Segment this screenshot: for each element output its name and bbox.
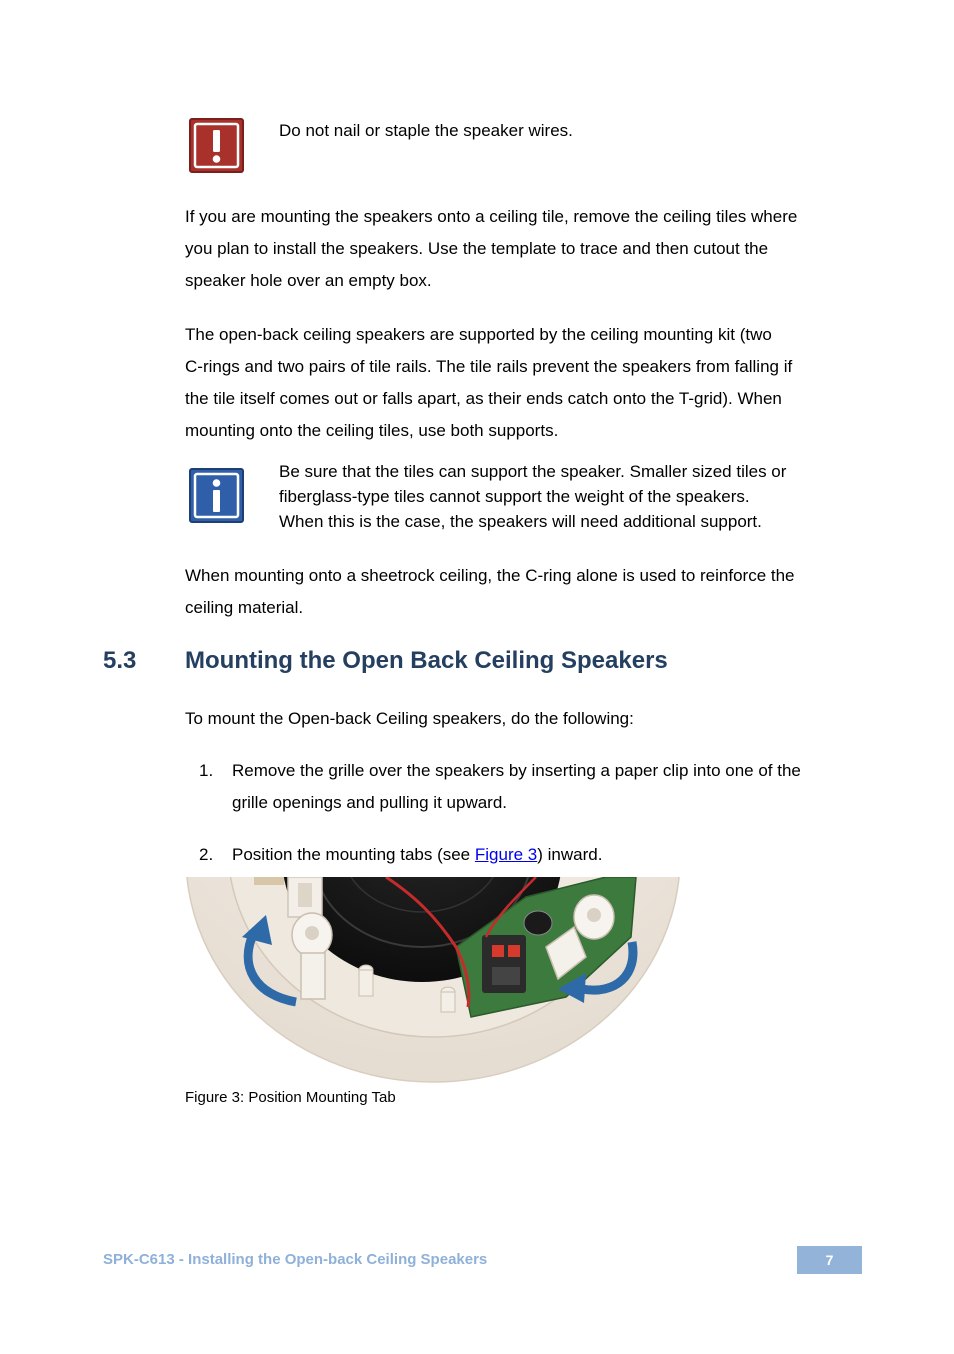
speaker-mounting-figure: [186, 877, 680, 1083]
page-number: 7: [797, 1246, 862, 1274]
step-line: Remove the grille over the speakers by inserting a paper clip into one of the: [232, 761, 801, 780]
paragraph-line: you plan to install the speakers. Use the template to trace and then cutout the: [185, 239, 769, 258]
footer-title: SPK-C613 - Installing the Open-back Ceiling Speakers: [103, 1251, 488, 1268]
section-intro: To mount the Open-back Ceiling speakers, do the following:: [185, 709, 634, 728]
figure-caption: Figure 3: Position Mounting Tab: [185, 1089, 396, 1106]
section-title: Mounting the Open Back Ceiling Speakers: [185, 647, 668, 674]
paragraph-line: the tile itself comes out or falls apart, as their ends catch onto the T-grid). When: [185, 389, 782, 408]
note-line: When this is the case, the speakers will need additional support.: [279, 512, 762, 531]
paragraph-line: C-rings and two pairs of tile rails. The tile rails prevent the speakers from falling if: [185, 357, 793, 376]
exclamation-icon: [189, 118, 244, 173]
info-note-text: [279, 459, 849, 534]
step-text: [232, 839, 852, 871]
section-number: 5.3: [103, 647, 137, 674]
paragraph-line: If you are mounting the speakers onto a ceiling tile, remove the ceiling tiles where: [185, 207, 798, 226]
step-line: grille openings and pulling it upward.: [232, 793, 508, 812]
step-number: 2.: [199, 845, 214, 864]
note-line: fiberglass-type tiles cannot support the weight of the speakers.: [279, 487, 750, 506]
paragraph-line: The open-back ceiling speakers are supported by the ceiling mounting kit (two: [185, 325, 772, 344]
step-number: 1.: [199, 761, 214, 780]
paragraph-sheetrock: [185, 560, 850, 624]
note-line: Be sure that the tiles can support the speaker. Smaller sized tiles or: [279, 462, 787, 481]
step-text-after-link: ) inward.: [537, 845, 603, 864]
figure-3-link[interactable]: Figure 3: [474, 845, 538, 864]
paragraph-line: mounting onto the ceiling tiles, use both supports.: [185, 421, 559, 440]
paragraph-ceiling-tile: [185, 201, 850, 297]
paragraph-line: ceiling material.: [185, 598, 304, 617]
info-icon: [189, 468, 244, 523]
warning-note-text: Do not nail or staple the speaker wires.: [279, 121, 573, 140]
paragraph-line: speaker hole over an empty box.: [185, 271, 432, 290]
paragraph-line: When mounting onto a sheetrock ceiling, the C-ring alone is used to reinforce the: [185, 566, 795, 585]
paragraph-mounting-kit: [185, 319, 850, 447]
step-text: [232, 755, 852, 819]
step-text-before-link: Position the mounting tabs (see: [232, 845, 475, 864]
